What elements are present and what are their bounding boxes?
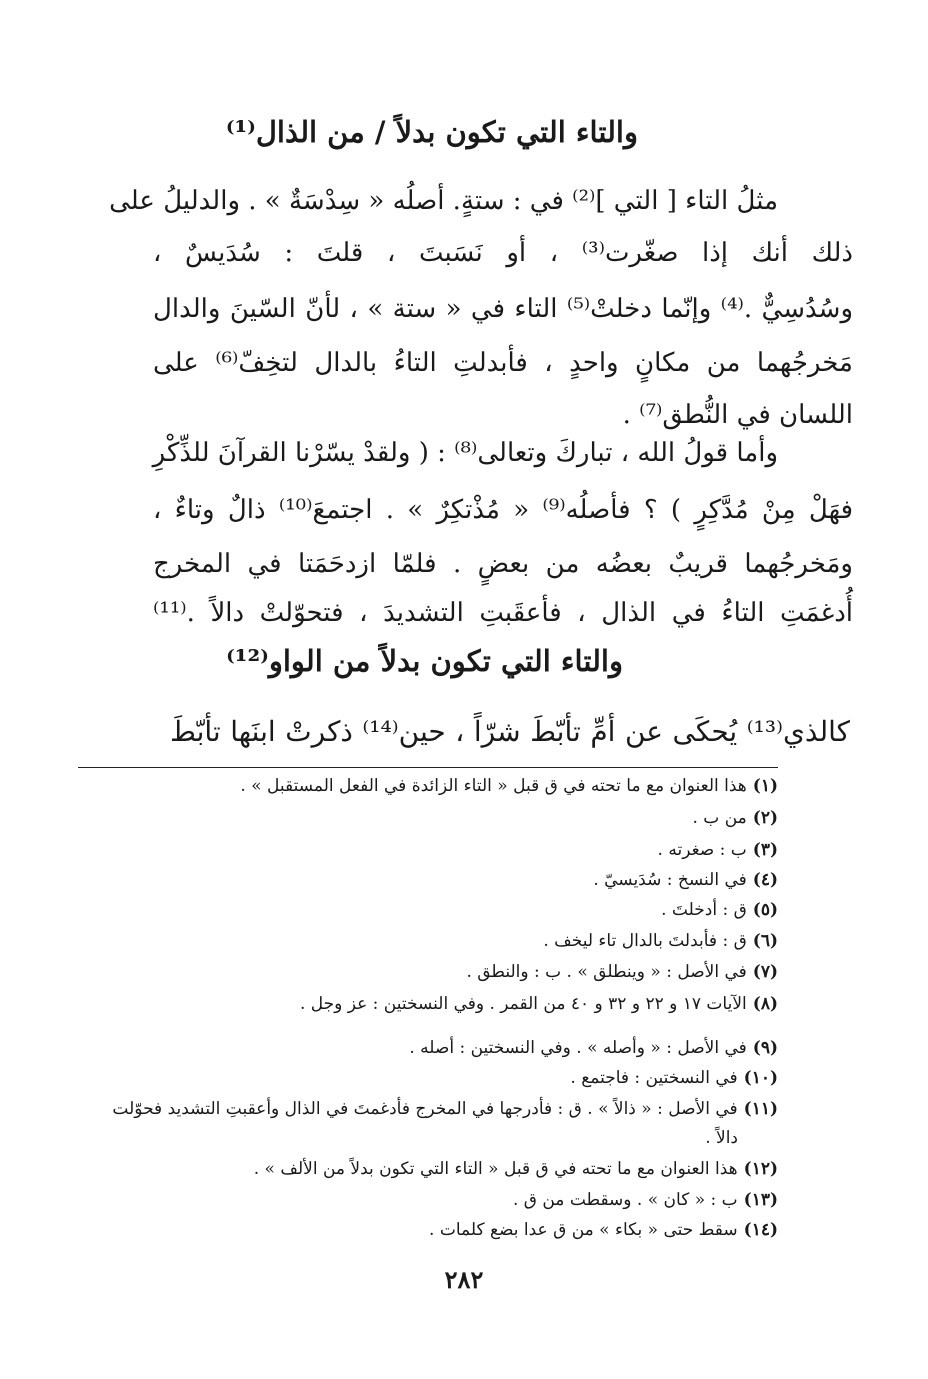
footnote-text: الآيات ١٧ و ٢٢ و ٣٢ و ٤٠ من القمر . وفي النسختين : عز وجل . (299, 994, 747, 1014)
footnote-number: (٧) (752, 962, 778, 982)
footnote-number: (٦) (752, 931, 778, 951)
footnote-text: من ب . (692, 808, 747, 828)
footnote-text: في النسخ : سُدَيسيّ . (593, 870, 747, 890)
footnote-13 (78, 1192, 778, 1209)
footnote-text: هذا العنوان مع ما تحته في ق قبل « التاء الزائدة في الفعل المستقبل » . (240, 776, 747, 796)
footnote-4 (78, 872, 778, 889)
footnote-text: ب : « كان » . وسقطت من ق . (512, 1190, 738, 1210)
footnote-5 (78, 902, 778, 919)
footnote-text: في الأصل : « ذالاً » . ق : فأدرجها في المخرج فأدغمتَ في الذال وأعقبتِ التشديد فحوّلت (112, 1099, 738, 1119)
footnote-number: (١) (752, 776, 778, 796)
footnote-text: ق : فأبدلتَ بالدال تاء ليخف . (543, 931, 747, 951)
footnote-text: هذا العنوان مع ما تحته في ق قبل « التاء التي تكون بدلاً من الألف » . (253, 1159, 738, 1179)
body-line-7: فهَلْ مِنْ مُدَّكِرٍ ) ؟ فأصلُه⁽⁹⁾ « مُذْتكِرٌ » . اجتمعَ⁽¹⁰⁾ ذالٌ وتاءٌ ، (153, 495, 853, 525)
footnote-text: في الأصل : « وينطلق » . ب : والنطق . (466, 962, 747, 982)
footnote-11 (78, 1101, 778, 1118)
body-line-3: وسُدُسِيٌّ .⁽⁴⁾ وإنّما دخلتْ⁽⁵⁾ التاء في « ستة » ، لأنّ السّينَ والدال (153, 294, 854, 324)
footnote-12 (78, 1161, 778, 1178)
body-line-9: أُدغمَتِ التاءُ في الذال ، فأعقَبتِ التشديدَ ، فتحوّلتْ دالاً .⁽¹¹⁾ (153, 598, 853, 628)
footnote-3 (78, 842, 778, 859)
footnote-14 (78, 1222, 778, 1239)
footnote-number: (٢) (752, 808, 778, 828)
footnote-text: سقط حتى « بكاء » من ق عدا بضع كلمات . (429, 1220, 738, 1240)
footnote-number: (١٣) (743, 1190, 778, 1210)
body-line-4: مَخرجُهما من مكانٍ واحدٍ ، فأبدلتِ التاءُ بالدال لتخِفّ⁽⁶⁾ على (153, 348, 853, 378)
footnote-10 (78, 1070, 778, 1087)
body-line-5: اللسان في النُّطق⁽⁷⁾ . (622, 400, 853, 430)
footnote-number: (٩) (752, 1038, 778, 1058)
footnote-7 (78, 964, 778, 981)
footnote-2 (78, 810, 778, 827)
footnote-6 (78, 933, 778, 950)
footnote-number: (٨) (752, 994, 778, 1014)
footnote-number: (١٢) (743, 1159, 778, 1179)
body-line-8: ومَخرجُهما قريبٌ بعضُه من بعضٍ . فلمّا ازدحَمَتا في المخرج (153, 549, 853, 579)
body-line-2: ذلك أنك إذا صغّرت⁽³⁾ ، أو نَسَبتَ ، قلتَ : سُدَيسٌ ، (153, 238, 854, 268)
footnote-1 (78, 778, 778, 795)
footnote-number: (١٠) (743, 1068, 778, 1088)
footnote-text: في النسختين : فاجتمع . (570, 1068, 738, 1088)
footnote-text: في الأصل : « وأصله » . وفي النسختين : أصله . (409, 1038, 747, 1058)
footnote-8 (78, 996, 778, 1013)
footnote-11-continuation: دالاً . (705, 1128, 738, 1148)
page-number: ٢٨٢ (444, 1265, 484, 1294)
footnote-divider (78, 767, 778, 768)
footnote-number: (٣) (752, 840, 778, 860)
footnote-text: ب : صغرته . (657, 840, 747, 860)
footnote-number: (٤) (752, 870, 778, 890)
body-line-6: وأما قولُ الله ، تباركَ وتعالى⁽⁸⁾ : ( ولقدْ يسّرْنا القرآنَ للذِّكْرِ (152, 438, 778, 468)
section-heading-dal: والتاء التي تكون بدلاً / من الذال⁽¹⁾ (225, 115, 638, 149)
footnote-number: (١٤) (743, 1220, 778, 1240)
footnote-number: (٥) (752, 900, 778, 920)
section-heading-waw: والتاء التي تكون بدلاً من الواو⁽¹²⁾ (226, 644, 623, 678)
body-line-1: مثلُ التاء [ التي ]⁽²⁾ في : ستةٍ. أصلُه « سِدْسَةٌ » . والدليلُ على (109, 186, 778, 216)
footnote-text: ق : أدخلتَ . (661, 900, 747, 920)
footnote-number: (١١) (743, 1099, 778, 1119)
quote-line: كالذي⁽¹³⁾ يُحكَى عن أمِّ تأبّطَ شرّاً ، حين⁽¹⁴⁾ ذكرتْ ابنَها تأبّطَ (170, 715, 850, 748)
footnote-9 (78, 1040, 778, 1057)
